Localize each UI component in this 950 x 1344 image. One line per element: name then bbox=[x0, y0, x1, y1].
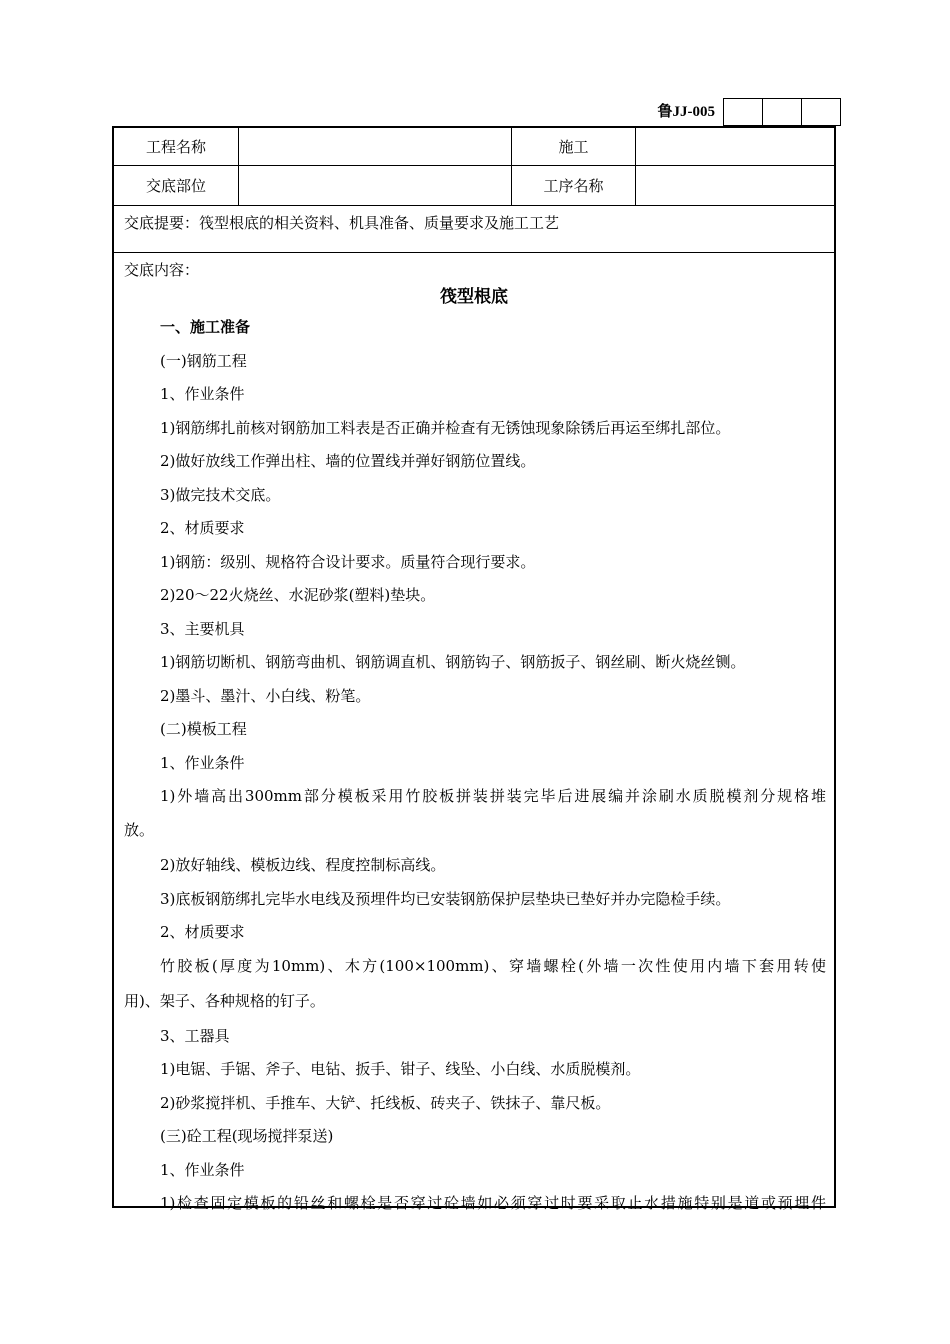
disclosure-form bbox=[112, 126, 836, 1212]
disclosure-summary: 交底提要：筏型根底的相关资料、机具准备、质量要求及施工工艺 bbox=[114, 206, 834, 253]
content-line: 1、作业条件 bbox=[160, 754, 245, 772]
content-line: 1)钢筋绑扎前核对钢筋加工料表是否正确并检查有无锈蚀现象除锈后再运至绑扎部位。 bbox=[160, 419, 731, 437]
content-line: 2、材质要求 bbox=[160, 923, 245, 941]
content-label: 交底内容： bbox=[124, 261, 200, 279]
process-name-value bbox=[636, 166, 836, 205]
content-line: 2)墨斗、墨汁、小白线、粉笔。 bbox=[160, 687, 371, 705]
content-line: 竹胶板(厚度为10mm)、木方(100×100mm)、穿墙螺栓(外墙一次性使用内墙下套用转使 bbox=[160, 957, 826, 975]
section-heading: 一、施工准备 bbox=[160, 318, 251, 336]
content-line: 1)钢筋：级别、规格符合设计要求。质量符合现行要求。 bbox=[160, 553, 536, 571]
content-line: 3、主要机具 bbox=[160, 620, 245, 638]
code-box-2 bbox=[762, 98, 801, 126]
disclosure-position-label: 交底部位 bbox=[114, 166, 239, 205]
content-line: 2)放好轴线、模板边线、程度控制标高线。 bbox=[160, 856, 446, 874]
content-line: 3、工器具 bbox=[160, 1027, 230, 1045]
form-row-position bbox=[114, 166, 834, 206]
disclosure-content bbox=[114, 253, 834, 1212]
document-title: 筏型根底 bbox=[440, 287, 508, 307]
form-code: 鲁JJ-005 bbox=[657, 104, 715, 120]
content-line: 1、作业条件 bbox=[160, 1161, 245, 1179]
content-line-continued: 放。 bbox=[124, 821, 155, 839]
code-box-3 bbox=[801, 98, 841, 126]
form-code-row bbox=[640, 98, 841, 126]
content-line: 3)做完技术交底。 bbox=[160, 486, 281, 504]
project-name-value bbox=[239, 128, 512, 165]
subsection-heading: (一)钢筋工程 bbox=[160, 352, 247, 370]
content-line: 2、材质要求 bbox=[160, 519, 245, 537]
project-name-label: 工程名称 bbox=[114, 128, 239, 165]
content-line-continued: 用)、架子、各种规格的钉子。 bbox=[124, 992, 325, 1010]
form-row-project bbox=[114, 128, 834, 166]
content-line: 3)底板钢筋绑扎完毕水电线及预埋件均已安装钢筋保护层垫块已垫好并办完隐检手续。 bbox=[160, 890, 731, 908]
construction-label: 施工 bbox=[512, 128, 636, 165]
content-line: 1)外墙高出300mm部分模板采用竹胶板拼装拼装完毕后进展编并涂刷水质脱模剂分规格堆 bbox=[160, 787, 826, 805]
content-line: 1)钢筋切断机、钢筋弯曲机、钢筋调直机、钢筋钩子、钢筋扳子、钢丝刷、断火烧丝铡。 bbox=[160, 653, 746, 671]
disclosure-position-value bbox=[239, 166, 512, 205]
process-name-label: 工序名称 bbox=[512, 166, 636, 205]
content-line: 2)砂浆搅拌机、手推车、大铲、托线板、砖夹子、铁抹子、靠尺板。 bbox=[160, 1094, 611, 1112]
construction-value bbox=[636, 128, 836, 165]
content-line: 1、作业条件 bbox=[160, 385, 245, 403]
subsection-heading: (三)砼工程(现场搅拌泵送) bbox=[160, 1127, 334, 1145]
content-line: 2)做好放线工作弹出柱、墙的位置线并弹好钢筋位置线。 bbox=[160, 452, 536, 470]
code-box-1 bbox=[723, 98, 762, 126]
content-line: 1)电锯、手锯、斧子、电钻、扳手、钳子、线坠、小白线、水质脱模剂。 bbox=[160, 1060, 641, 1078]
content-line: 1)检查固定模板的铅丝和螺栓是否穿过砼墙如必须穿过时要采取止水措施特别是道或预埋件 bbox=[160, 1194, 826, 1212]
subsection-heading: (二)模板工程 bbox=[160, 720, 247, 738]
content-line: 2)20～22火烧丝、水泥砂浆(塑料)垫块。 bbox=[160, 586, 436, 604]
